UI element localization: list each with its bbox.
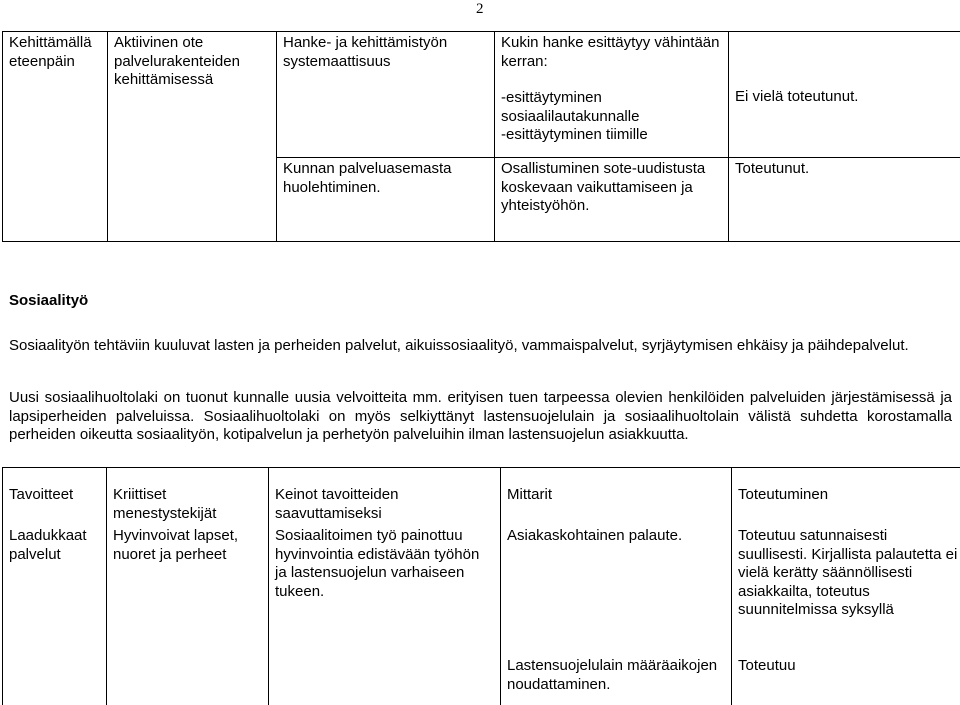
table-header-cell xyxy=(3,468,107,526)
table-cell xyxy=(269,645,501,705)
page-number: 2 xyxy=(476,0,484,19)
cell-text: Kunnan palveluasemasta huolehtiminen. xyxy=(277,158,494,199)
table-cell xyxy=(729,158,960,242)
table-cell xyxy=(501,525,732,645)
table-cell xyxy=(269,525,501,645)
table-row xyxy=(3,525,960,645)
table-row xyxy=(3,158,960,242)
table-cell xyxy=(732,525,960,645)
table-cell xyxy=(107,525,269,645)
cell-text: Kukin hanke esittäytyy vähintään kerran: xyxy=(501,34,722,71)
cell-text: Hyvinvoivat lapset, nuoret ja perheet xyxy=(107,525,268,566)
table-cell xyxy=(495,32,729,158)
table-header-cell xyxy=(107,468,269,526)
list-item: -esittäytyminen tiimille xyxy=(501,126,722,145)
section-heading: Sosiaalityö xyxy=(9,292,88,311)
cell-text: Kehittämällä eteenpäin xyxy=(3,32,107,73)
table-cell xyxy=(3,158,108,242)
table-header-cell xyxy=(501,468,732,526)
table-cell xyxy=(3,525,107,645)
cell-content xyxy=(729,32,960,109)
table-cell xyxy=(3,32,108,158)
header-text: Mittarit xyxy=(501,468,731,507)
table-row xyxy=(3,645,960,705)
cell-text: Hanke- ja kehittämistyön systemaattisuus xyxy=(277,32,494,73)
header-text: Keinot tavoitteiden saavuttamiseksi xyxy=(269,468,500,525)
cell-text: Aktiivinen ote palvelurakenteiden kehittämisessä xyxy=(108,32,276,92)
table-cell xyxy=(277,32,495,158)
list-item: -esittäytyminen sosiaalilautakunnalle xyxy=(501,89,722,126)
table-header-row xyxy=(3,468,960,526)
table-cell xyxy=(108,158,277,242)
table-header-cell xyxy=(269,468,501,526)
table-row xyxy=(3,32,960,158)
paragraph: Uusi sosiaalihuoltolaki on tuonut kunnalle uusia velvoitteita mm. erityisen tuen tarpeessa olevien henkilöiden palveluiden järjestämisessä ja lapsiperheiden palveluissa. Sosiaalihuoltolaki on myös selkiyttänyt lastensuojelulain ja sosiaalihuoltolain välistä suhdetta korostamalla perheiden oikeutta sosiaalityön, kotipalvelun ja perhetyön palveluihin ilman lastensuojelun asiakkuutta. xyxy=(9,389,952,445)
cell-text: Laadukkaat palvelut xyxy=(3,525,106,566)
cell-text: Asiakaskohtainen palaute. xyxy=(501,525,731,548)
paragraph: Sosiaalityön tehtäviin kuuluvat lasten ja perheiden palvelut, aikuissosiaalityö, vammaispalvelut, syrjäytymisen ehkäisy ja päihdepalvelut. xyxy=(9,337,952,356)
status-text: Toteutuu satunnaisesti suullisesti. Kirjallista palautetta ei vielä kerätty säännöllisesti asiakkailta, toteutus suunnitelmissa syksyllä xyxy=(732,525,960,622)
cell-text: Sosiaalitoimen työ painottuu hyvinvointia edistävään työhön ja lastensuojelun varhaiseen tukeen. xyxy=(269,525,500,603)
cell-content xyxy=(495,32,728,147)
table-cell xyxy=(107,645,269,705)
table-cell xyxy=(277,158,495,242)
table-cell xyxy=(732,645,960,705)
goals-table-bottom xyxy=(2,467,960,705)
table-cell xyxy=(729,32,960,158)
cell-text: Lastensuojelulain määräaikojen noudattaminen. xyxy=(501,645,731,696)
table-cell xyxy=(108,32,277,158)
goals-table-top xyxy=(2,31,960,242)
status-text: Toteutunut. xyxy=(729,158,960,181)
status-text: Toteutuu xyxy=(732,645,960,678)
header-text: Tavoitteet xyxy=(3,468,106,507)
cell-text: Osallistuminen sote-uudistusta koskevaan vaikuttamiseen ja yhteistyöhön. xyxy=(495,158,728,218)
status-text: Ei vielä toteutunut. xyxy=(735,88,959,107)
table-cell xyxy=(495,158,729,242)
table-header-cell xyxy=(732,468,960,526)
header-text: Toteutuminen xyxy=(732,468,960,507)
table-cell xyxy=(501,645,732,705)
table-cell xyxy=(3,645,107,705)
header-text: Kriittiset menestystekijät xyxy=(107,468,268,525)
